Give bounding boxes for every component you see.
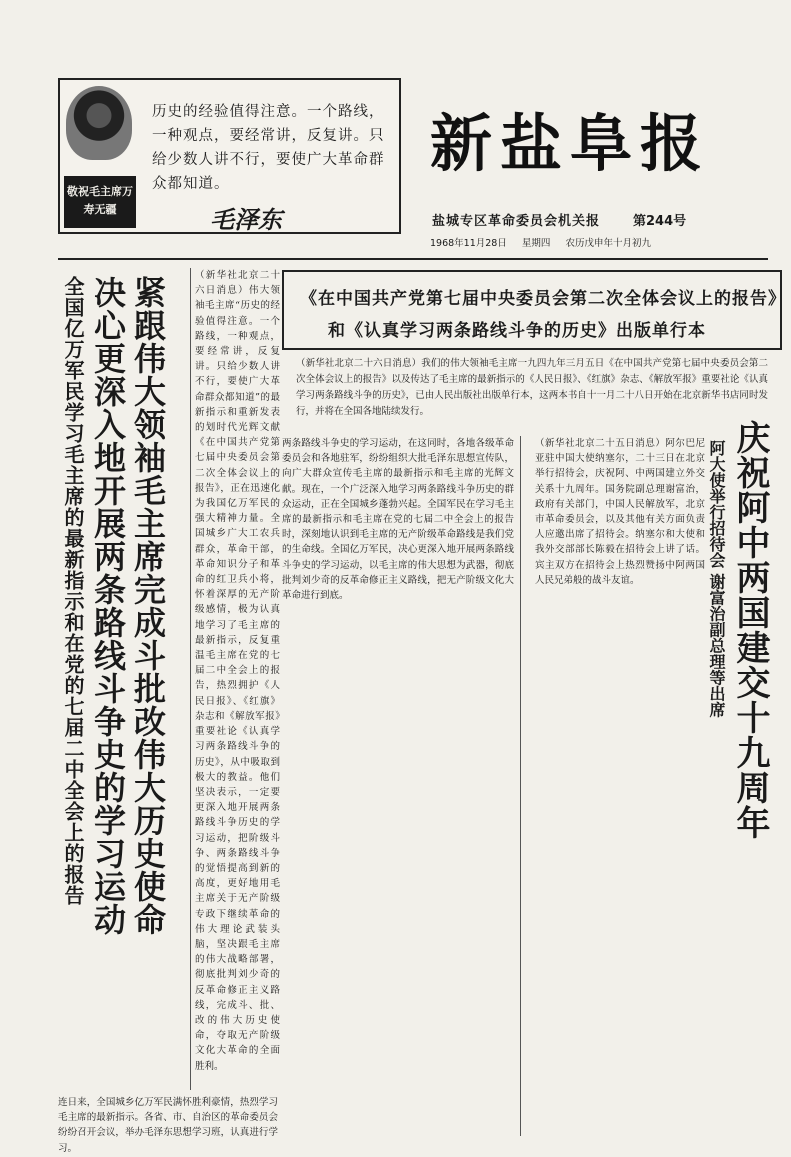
lead-headline-3: 全国亿万军民学习毛主席的最新指示和在党的七届二中全会上的报告: [61, 276, 85, 906]
right-story-body: （新华社北京二十五日消息）阿尔巴尼亚驻中国大使纳塞尔，二十三日在北京举行招待会，庆祝阿、中两国建立外交关系十九周年。国务院副总理谢富治，政府有关部门，中国人民解放军，北京市革命委员会，以及其他有关方面负责人应邀出席了招待会。纳塞尔和大使和我外交部部长陈毅在招待会上讲了话。宾主双方在招待会上热烈赞扬中阿两国人民兄弟般的战斗友谊。: [535, 438, 705, 586]
quote-text: 历史的经验值得注意。一个路线，一种观点，要经常讲，反复讲。只给少数人讲不行，要使广大革命群众都知道。: [152, 104, 385, 192]
column-divider: [190, 268, 191, 1090]
right-story-headline: 庆祝阿中两国建交十九周年: [730, 420, 770, 840]
signature: 毛泽东: [210, 205, 282, 234]
issuer-line: 盐城专区革命委员会机关报: [432, 214, 601, 229]
notice-title-1: 《在中国共产党第七届中央委员会第二次全体会议上的报告》: [300, 289, 786, 309]
masthead-rule: [58, 258, 768, 260]
dateline: [430, 235, 663, 249]
notice-box: [282, 270, 786, 350]
chairman-portrait-icon: [66, 86, 132, 160]
quote-box: [58, 78, 401, 234]
lunar-date: 农历戊申年十月初九: [565, 238, 651, 249]
date: 1968年11月28日: [430, 238, 507, 249]
notice-lead: （新华社北京二十六日消息）我们的伟大领袖毛主席一九四九年三月五日《在中国共产党第七届中央委员会第二次全体会议上的报告》以及传达了毛主席的最新指示的《人民日报》、《红旗》杂志、《解放军报》重要社论《认真学习两条路线斗争的历史》，已由人民出版社出版单行本，这两本书自十一月二十八日开始在北京新华书店同时发行，并将在全国各地陆续发行。: [296, 358, 768, 417]
lead-headline-1: 紧跟伟大领袖毛主席完成斗批改伟大历史使命: [129, 276, 167, 936]
middle-column-body: 两条路线斗争史的学习运动，在这同时，各地各级革命委员会和各地驻军，纷纷组织大批毛泽东思想宣传队，向广大群众宣传毛主席的最新指示和毛主席的光辉文献。现在，一个广泛深入地学习两条路线斗争历史的群众运动，正在全国城乡蓬勃兴起。全国军民在学习毛主席的最新指示和毛主席在党的七届二中全会上的报告时，深刻地认识到毛主席的无产阶级革命路线是我们党的生命线。全国亿万军民，决心更深入地开展两条路线斗争史的学习运动，以毛主席的伟大思想为武器，彻底批判刘少奇的反革命修正主义路线，把无产阶级文化大革命进行到底。: [282, 438, 514, 602]
lead-body: （新华社北京二十六日消息）伟大领袖毛主席“历史的经验值得注意。一个路线，一种观点，要经常讲，反复讲。只给少数人讲不行，要使广大革命群众都知道”的最新指示和重新发表的划时代光辉文献《在中国共产党第七届中央委员会第二次全体会议上的报告》，正在迅速化为我国亿万军民的强大精神力量。全国城乡广大工农兵群众，革命干部，革命知识分子和革命的红卫兵小将，怀着深厚的无产阶级感情，极为认真地学习了毛主席的最新指示，反复重温毛主席在党的七届二中全会上的报告，热烈拥护《人民日报》、《红旗》杂志和《解放军报》重要社论《认真学习两条路线斗争的历史》，从中吸取到极大的教益。他们坚决表示，一定要更深入地开展两条路线斗争历史的学习运动，把阶级斗争、两条路线斗争的觉悟提高到新的高度，更好地用毛主席关于无产阶级专政下继续革命的伟大理论武装头脑，坚决跟毛主席的伟大战略部署，彻底批判刘少奇的反革命修正主义路线，完成斗、批、改的伟大历史使命，夺取无产阶级文化大革命的全面胜利。: [195, 270, 280, 1072]
column-divider: [520, 436, 521, 1136]
issue-number: 第244号: [633, 214, 687, 229]
right-story-subhead: 阿大使举行招待会 谢富治副总理等出席: [707, 440, 726, 718]
lead-headline-2: 决心更深入地开展两条路线斗争史的学习运动: [89, 276, 127, 936]
slogan-badge: 敬祝毛主席万寿无疆: [64, 176, 136, 228]
lead-body-bottom: 连日来，全国城乡亿万军民满怀胜利豪情，热烈学习毛主席的最新指示。各省、市、自治区的革命委员会纷纷召开会议，举办毛泽东思想学习班，认真进行学习。: [58, 1097, 278, 1154]
notice-title-2: 和《认真学习两条路线斗争的历史》出版单行本: [328, 321, 706, 341]
newspaper-title: 新盐阜报: [430, 107, 711, 180]
weekday: 星期四: [521, 238, 551, 249]
